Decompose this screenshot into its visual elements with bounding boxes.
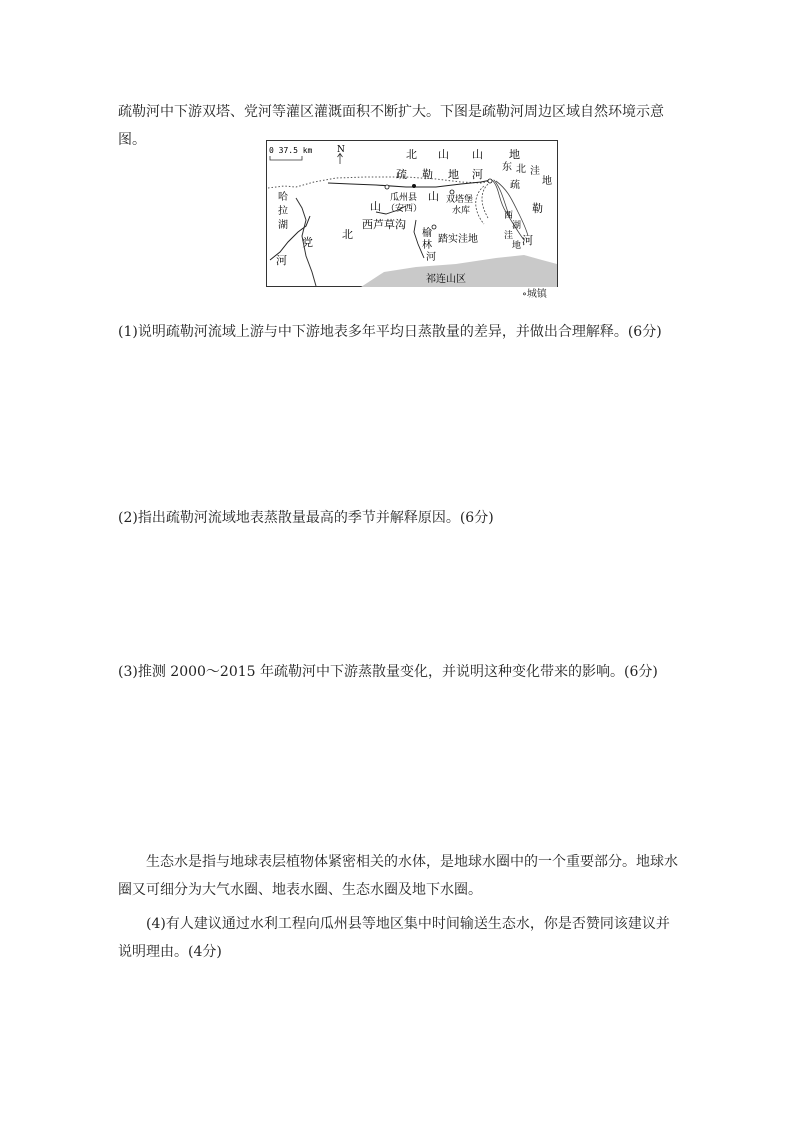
label-he: 河 [472,168,483,181]
label-right-su: 疏 [510,180,520,191]
svg-text:河: 河 [426,252,436,263]
label-qilian: 祁连山区 [426,274,466,285]
label-shan3: 山 [370,200,381,213]
label-bei: 北 [406,148,417,161]
svg-text:拉: 拉 [278,206,288,217]
region-map [266,140,558,288]
label-shan2: 山 [472,148,483,161]
svg-text:湖: 湖 [512,221,522,231]
label-shan: 山 [438,148,449,161]
label-anxi: （安西） [386,204,423,214]
svg-text:榆: 榆 [422,228,432,239]
svg-text:北: 北 [516,164,526,175]
yulin-river [414,220,424,258]
boundary-line [268,177,494,188]
town-dot-reservoir [450,190,454,194]
scale-label: 0 37.5 km [269,146,313,155]
label-dang-he: 河 [276,254,287,267]
svg-text:地: 地 [542,176,552,187]
town-dot-tashi [432,225,436,229]
label-di: 地 [509,148,520,161]
label-le: 勒 [422,168,433,181]
label-xilucaogou: 西芦草沟 [362,218,406,231]
label-right-le: 勒 [532,202,543,215]
question-3: (3)推测 2000～2015 年疏勒河中下游蒸散量变化，并说明这种变化带来的影响。(6分) [118,664,658,680]
town-dot-guazhou [385,185,389,189]
label-shan4: 山 [428,190,439,203]
label-shuiku: 水库 [452,206,471,216]
question-4: (4)有人建议通过水利工程向瓜州县等地区集中时间输送生态水，你是否赞同该建议并说明理由。(4分) [118,916,670,960]
town-dot [488,179,492,183]
label-right-he: 河 [522,234,533,247]
passage-text: 生态水是指与地球表层植物体紧密相关的水体，是地球水圈中的一个重要部分。地球水圈又可细分为大气水圈、地表水圈、生态水圈及地下水圈。 [118,854,678,898]
label-xihu: 西 [504,211,514,221]
town-legend-icon: ∘ [522,289,527,300]
label-guazhou: 瓜州县 [390,193,418,203]
map-legend [522,288,547,302]
intro-text: 疏勒河中下游双塔、党河等灌区灌溉面积不断扩大。下图是疏勒河周边区域自然环境示意图。 [118,104,664,148]
label-su: 疏 [396,168,407,181]
north-arrow-icon [338,154,343,165]
svg-text:湖: 湖 [278,220,288,231]
label-bei2: 北 [342,228,353,241]
question-1: (1)说明疏勒河流域上游与中下游地表多年平均日蒸散量的差异，并做出合理解释。(6分) [118,324,662,340]
label-di2: 地 [448,168,459,181]
svg-text:洼: 洼 [504,231,514,241]
svg-text:林: 林 [422,240,432,251]
town-dot [412,184,416,188]
canal-lines [476,184,488,224]
label-dong: 东 [502,162,512,173]
shule-river [328,180,491,187]
label-tashiwadi: 踏实洼地 [438,234,478,245]
scale-bar [270,156,302,160]
svg-text:地: 地 [512,241,522,251]
label-shuangtabao: 双塔堡 [446,195,474,205]
svg-text:洼: 洼 [530,166,540,177]
north-label: N [337,145,345,155]
label-dang: 党 [302,236,313,249]
question-2: (2)指出疏勒河流域地表蒸散量最高的季节并解释原因。(6分) [118,510,494,526]
legend-label: 城镇 [526,289,547,300]
label-ha: 哈 [278,192,288,203]
